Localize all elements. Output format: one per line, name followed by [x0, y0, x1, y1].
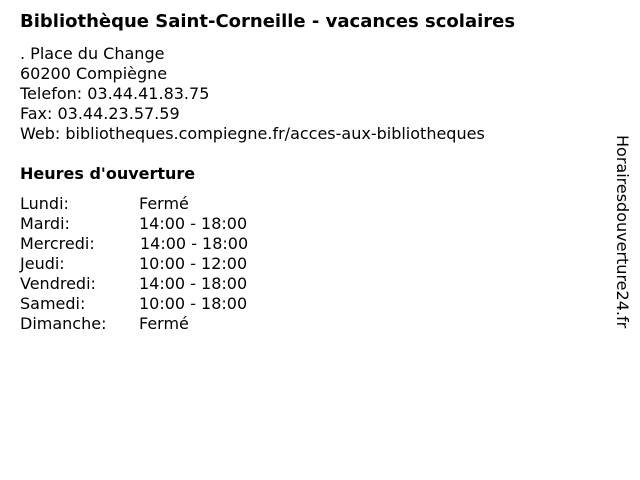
page-title: Bibliothèque Saint-Corneille - vacances scolaires: [20, 11, 516, 32]
hours-value: Fermé: [139, 314, 189, 333]
day-label: Mercredi:: [20, 234, 95, 253]
hours-value: 10:00 - 18:00: [139, 294, 248, 313]
hours-value: 10:00 - 12:00: [139, 254, 248, 273]
hours-value: 14:00 - 18:00: [140, 234, 249, 253]
day-label: Jeudi:: [20, 254, 65, 273]
hours-value: 14:00 - 18:00: [139, 214, 248, 233]
fax-number: Fax: 03.44.23.57.59: [20, 104, 180, 123]
day-label: Mardi:: [20, 214, 70, 233]
day-label: Dimanche:: [20, 314, 107, 333]
site-watermark: Horairesdouverture24.fr: [613, 135, 632, 329]
day-label: Vendredi:: [20, 274, 96, 293]
day-label: Lundi:: [20, 194, 69, 213]
website-link[interactable]: Web: bibliotheques.compiegne.fr/acces-aux-bibliotheques: [20, 124, 485, 143]
address-block: [20, 44, 485, 144]
hours-value: 14:00 - 18:00: [139, 274, 248, 293]
phone-number: Telefon: 03.44.41.83.75: [20, 84, 210, 103]
postal-city: 60200 Compiègne: [20, 64, 168, 83]
day-label: Samedi:: [20, 294, 86, 313]
hours-value: Fermé: [139, 194, 189, 213]
opening-hours-heading: Heures d'ouverture: [20, 164, 196, 183]
street-address: . Place du Change: [20, 44, 165, 63]
